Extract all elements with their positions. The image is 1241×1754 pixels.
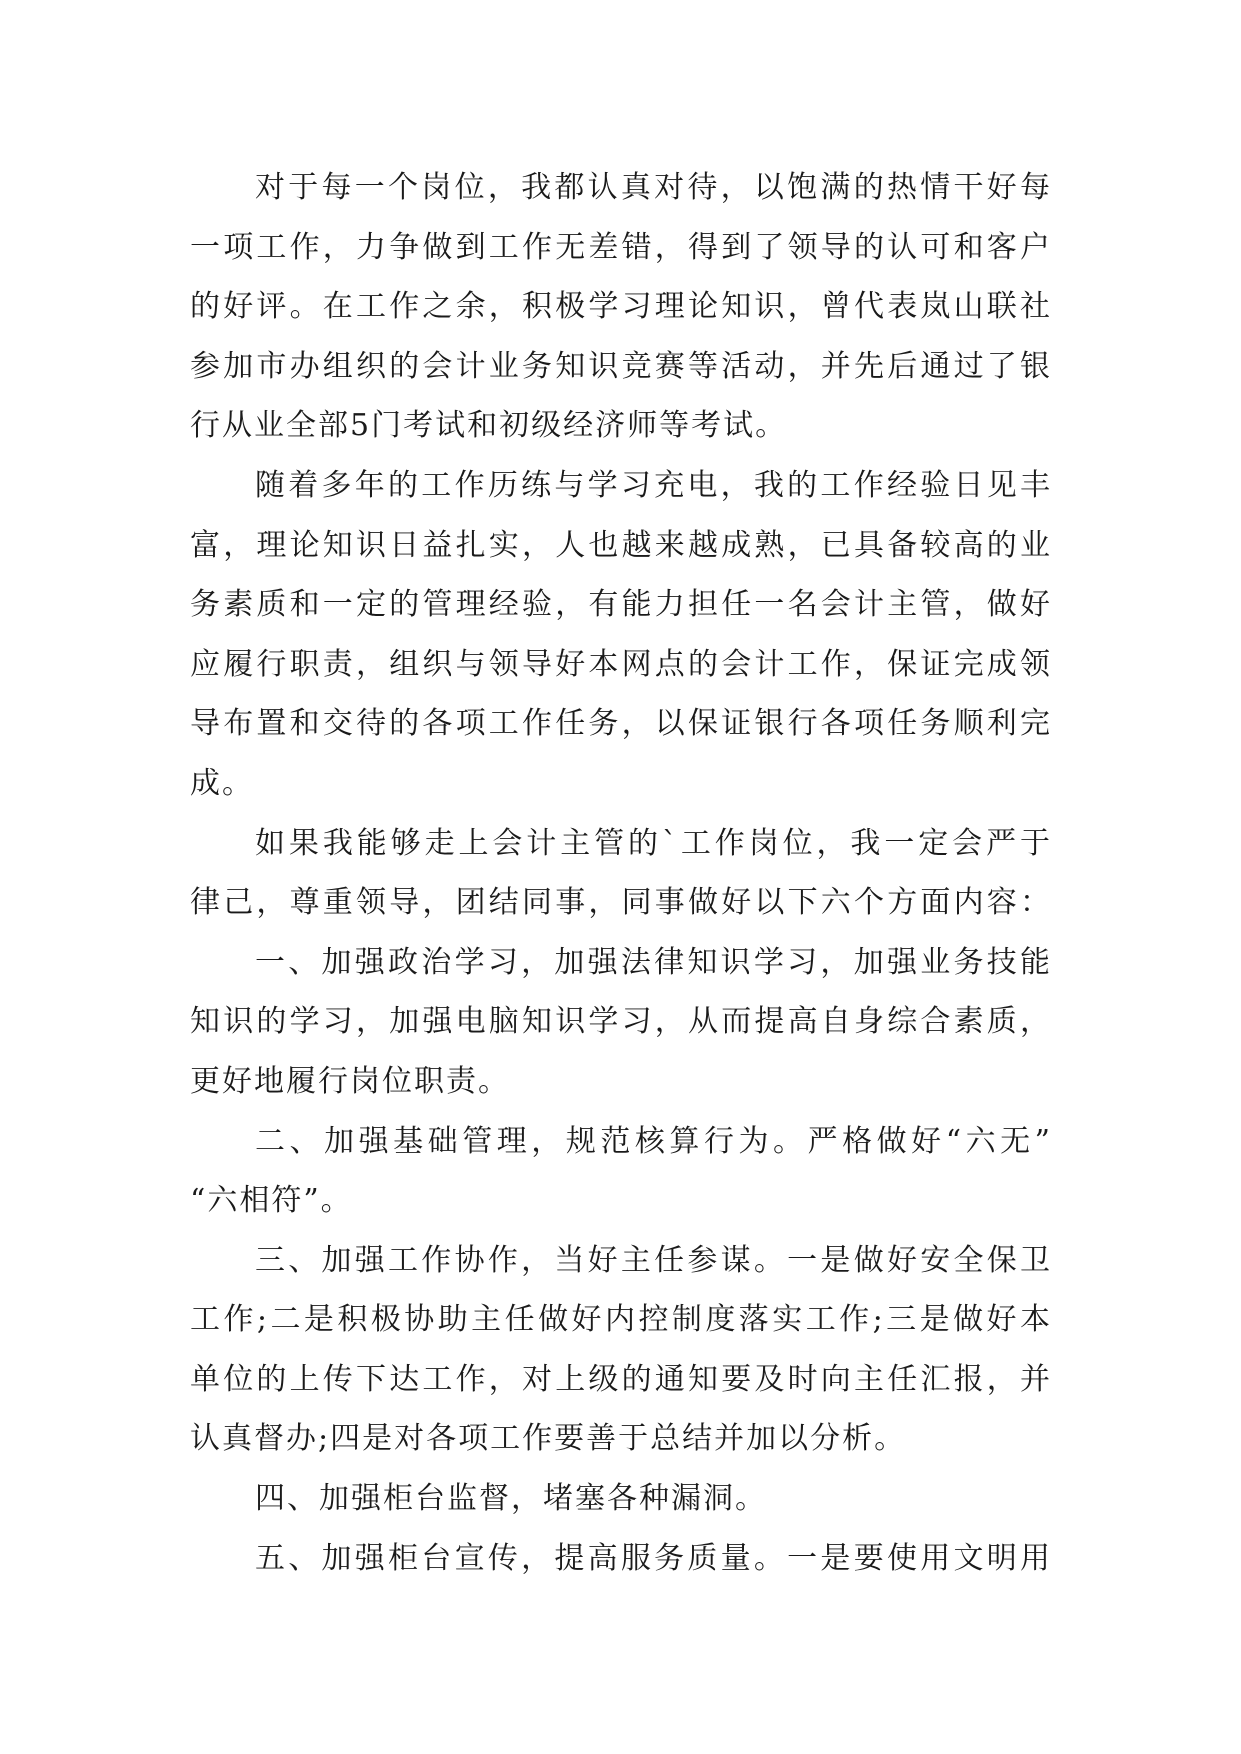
text-line: 律己，尊重领导，团结同事，同事做好以下六个方面内容： [190, 885, 1052, 921]
text-line: 参加市办组织的会计业务知识竞赛等活动，并先后通过了银 [190, 348, 1052, 384]
text-line: 二、加强基础管理，规范核算行为。严格做好“六无” [255, 1123, 1052, 1159]
text-line: 一、加强政治学习，加强法律知识学习，加强业务技能 [255, 944, 1052, 980]
text-line: 单位的上传下达工作，对上级的通知要及时向主任汇报，并 [190, 1361, 1052, 1397]
text-line: 对于每一个岗位，我都认真对待，以饱满的热情干好每 [255, 170, 1052, 205]
text-line: 工作;二是积极协助主任做好内控制度落实工作;三是做好本 [190, 1302, 1052, 1338]
text-line: 成。 [190, 765, 254, 801]
text-line: 认真督办;四是对各项工作要善于总结并加以分析。 [190, 1421, 907, 1457]
text-line: 更好地履行岗位职责。 [190, 1063, 510, 1099]
text-line: 富，理论知识日益扎实，人也越来越成熟，已具备较高的业 [190, 527, 1052, 563]
text-line: 行从业全部5门考试和初级经济师等考试。 [190, 408, 788, 444]
text-line: 五、加强柜台宣传，提高服务质量。一是要使用文明用 [255, 1540, 1052, 1576]
text-line: 四、加强柜台监督，堵塞各种漏洞。 [255, 1481, 767, 1517]
text-line: 导布置和交待的各项工作任务，以保证银行各项任务顺利完 [190, 706, 1052, 742]
text-line: 随着多年的工作历练与学习充电，我的工作经验日见丰 [255, 467, 1052, 503]
text-line: 三、加强工作协作，当好主任参谋。一是做好安全保卫 [255, 1242, 1052, 1278]
text-line: 知识的学习，加强电脑知识学习，从而提高自身综合素质， [190, 1004, 1052, 1040]
text-line: “六相符”。 [190, 1183, 353, 1219]
text-line: 应履行职责，组织与领导好本网点的会计工作，保证完成领 [190, 646, 1052, 682]
text-line: 的好评。在工作之余，积极学习理论知识，曾代表岚山联社 [190, 289, 1052, 325]
text-line: 一项工作，力争做到工作无差错，得到了领导的认可和客户 [190, 229, 1052, 265]
document-body [190, 158, 1052, 1588]
text-line: 务素质和一定的管理经验，有能力担任一名会计主管，做好 [190, 587, 1052, 623]
text-line: 如果我能够走上会计主管的`工作岗位，我一定会严于 [255, 825, 1052, 861]
